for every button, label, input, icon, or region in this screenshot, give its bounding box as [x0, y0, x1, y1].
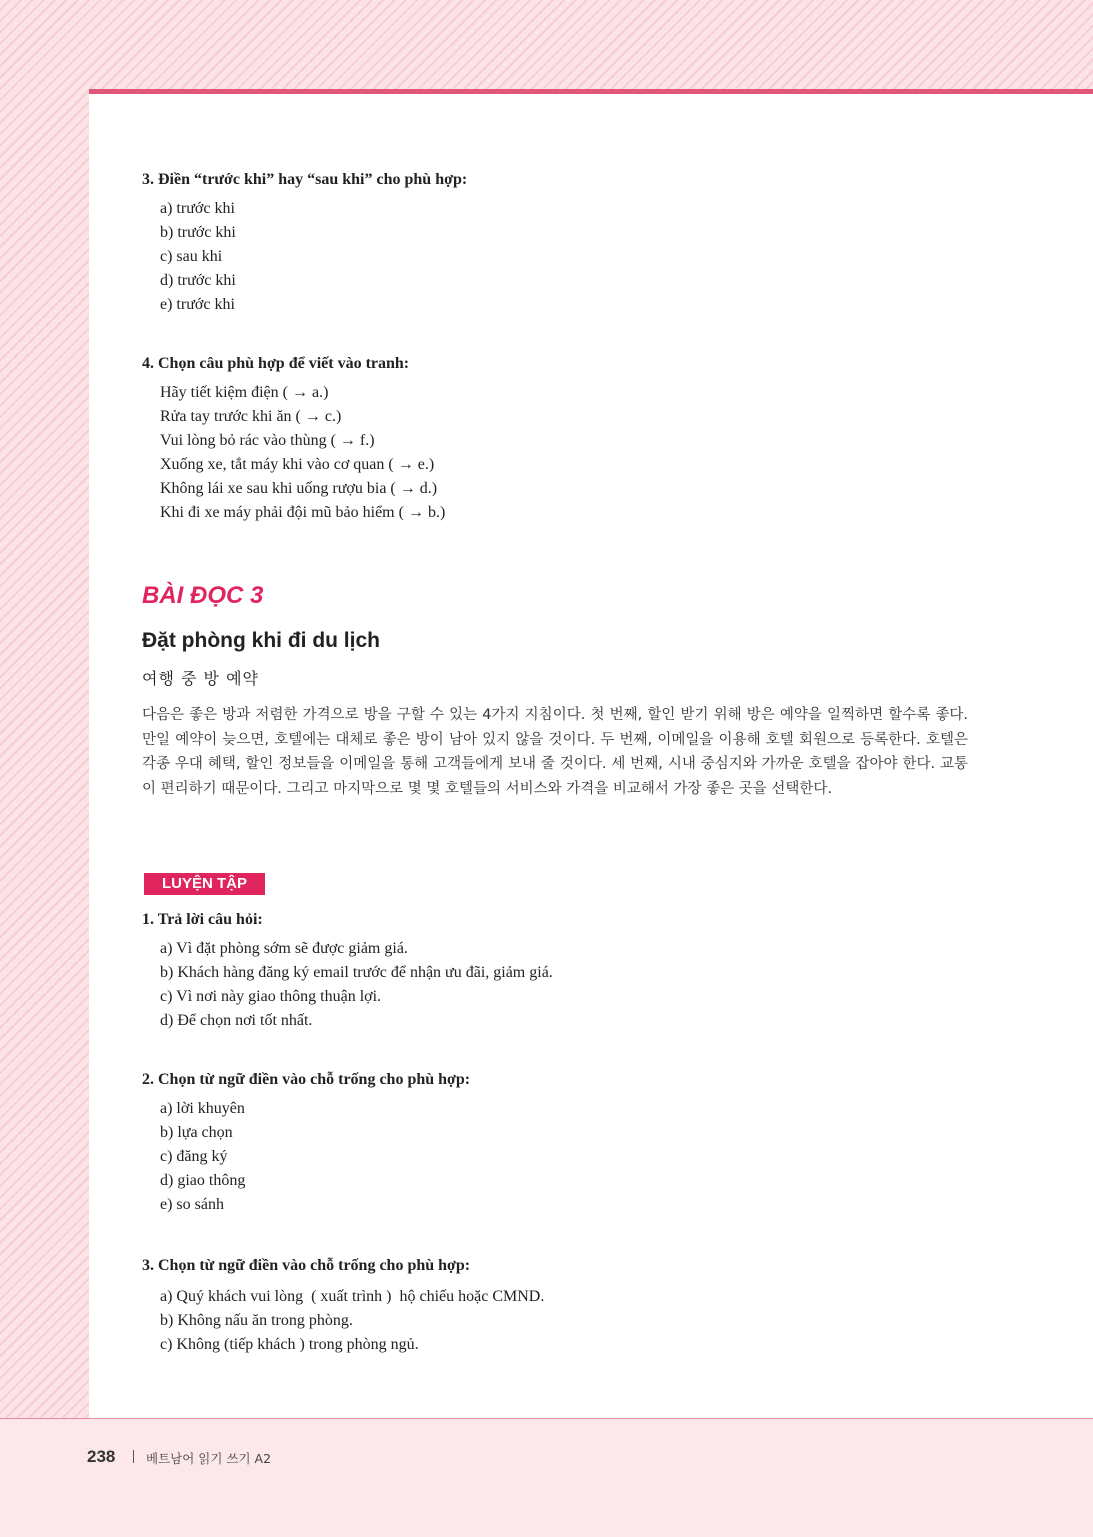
section-title: BÀI ĐỌC 3: [142, 582, 264, 609]
practice-badge: LUYỆN TẬP: [144, 873, 265, 895]
answer-item: Hãy tiết kiệm điện ( → a.): [160, 384, 329, 401]
lesson-subtitle: 여행 중 방 예약: [142, 669, 259, 688]
question-3-title: 3. Điền “trước khi” hay “sau khi” cho phù hợp:: [142, 171, 468, 188]
question-4-title: 4. Chọn câu phù hợp để viết vào tranh:: [142, 355, 410, 372]
practice-question-3-title: 3. Chọn từ ngữ điền vào chỗ trống cho phù hợp:: [142, 1257, 471, 1274]
answer-item: a) lời khuyên: [160, 1100, 245, 1117]
page-number: 238: [87, 1447, 116, 1466]
answer-item: e) so sánh: [160, 1196, 224, 1213]
answer-item: a) Quý khách vui lòng ( xuất trình ) hộ chiếu hoặc CMND.: [160, 1288, 545, 1305]
answer-item: e) trước khi: [160, 296, 235, 313]
answer-item: a) trước khi: [160, 200, 235, 217]
answer-item: d) Để chọn nơi tốt nhất.: [160, 1012, 313, 1029]
answer-item: c) đăng ký: [160, 1148, 228, 1165]
question-3-answers: [160, 197, 236, 317]
answer-item: c) Không (tiếp khách ) trong phòng ngủ.: [160, 1336, 419, 1353]
answer-item: Vui lòng bỏ rác vào thùng ( → f.): [160, 432, 375, 449]
answer-item: Khi đi xe máy phải đội mũ bảo hiểm ( → b.): [160, 504, 446, 521]
practice-question-3-answers: [160, 1285, 544, 1357]
reading-paragraph: 다음은 좋은 방과 저렴한 가격으로 방을 구할 수 있는 4가지 지침이다. 첫 번째, 할인 받기 위해 방은 예약을 일찍하면 할수록 좋다. 만일 예약이 늦으면, 호텔에는 대체로 좋은 방이 남아 있지 않을 것이다. 두 번째, 이메일을 이용해 호텔 회원으로 등록한다. 호텔은 각종 우대 혜택, 할인 정보들을 이메일을 통해 고객들에게 보내 줄 것이다. 세 번째, 시내 중심지와 가까운 호텔을 잡아야 한다. 교통이 편리하기 때문이다. 그리고 마지막으로 몇 몇 호텔들의 서비스와 가격을 비교해서 가장 좋은 곳을 선택한다.: [142, 707, 968, 797]
answer-item: Rửa tay trước khi ăn ( → c.): [160, 408, 342, 425]
practice-question-1-answers: [160, 937, 553, 1033]
answer-item: b) trước khi: [160, 224, 236, 241]
page-sheet: [89, 89, 1093, 1419]
practice-question-2-title: 2. Chọn từ ngữ điền vào chỗ trống cho phù hợp:: [142, 1071, 471, 1088]
practice-question-2-answers: [160, 1097, 245, 1217]
answer-item: d) giao thông: [160, 1172, 246, 1189]
book-title: 베트남어 읽기 쓰기 A2: [146, 1451, 272, 1466]
answer-item: Không lái xe sau khi uống rượu bia ( → d.): [160, 480, 438, 497]
answer-item: b) Khách hàng đăng ký email trước để nhận ưu đãi, giảm giá.: [160, 964, 553, 981]
answer-item: b) Không nấu ăn trong phòng.: [160, 1312, 353, 1329]
answer-item: a) Vì đặt phòng sớm sẽ được giảm giá.: [160, 940, 408, 957]
practice-question-1-title: 1. Trả lời câu hỏi:: [142, 911, 263, 928]
question-4-answers: [160, 381, 445, 525]
answer-item: d) trước khi: [160, 272, 236, 289]
footer-divider: [133, 1450, 134, 1463]
answer-item: c) Vì nơi này giao thông thuận lợi.: [160, 988, 382, 1005]
page-content: [89, 89, 1093, 1419]
lesson-title: Đặt phòng khi đi du lịch: [142, 629, 380, 652]
header-rule: [89, 89, 1093, 94]
answer-item: c) sau khi: [160, 248, 223, 265]
answer-item: Xuống xe, tắt máy khi vào cơ quan ( → e.): [160, 456, 435, 473]
page-footer: [0, 1418, 1093, 1537]
answer-item: b) lựa chọn: [160, 1124, 233, 1141]
